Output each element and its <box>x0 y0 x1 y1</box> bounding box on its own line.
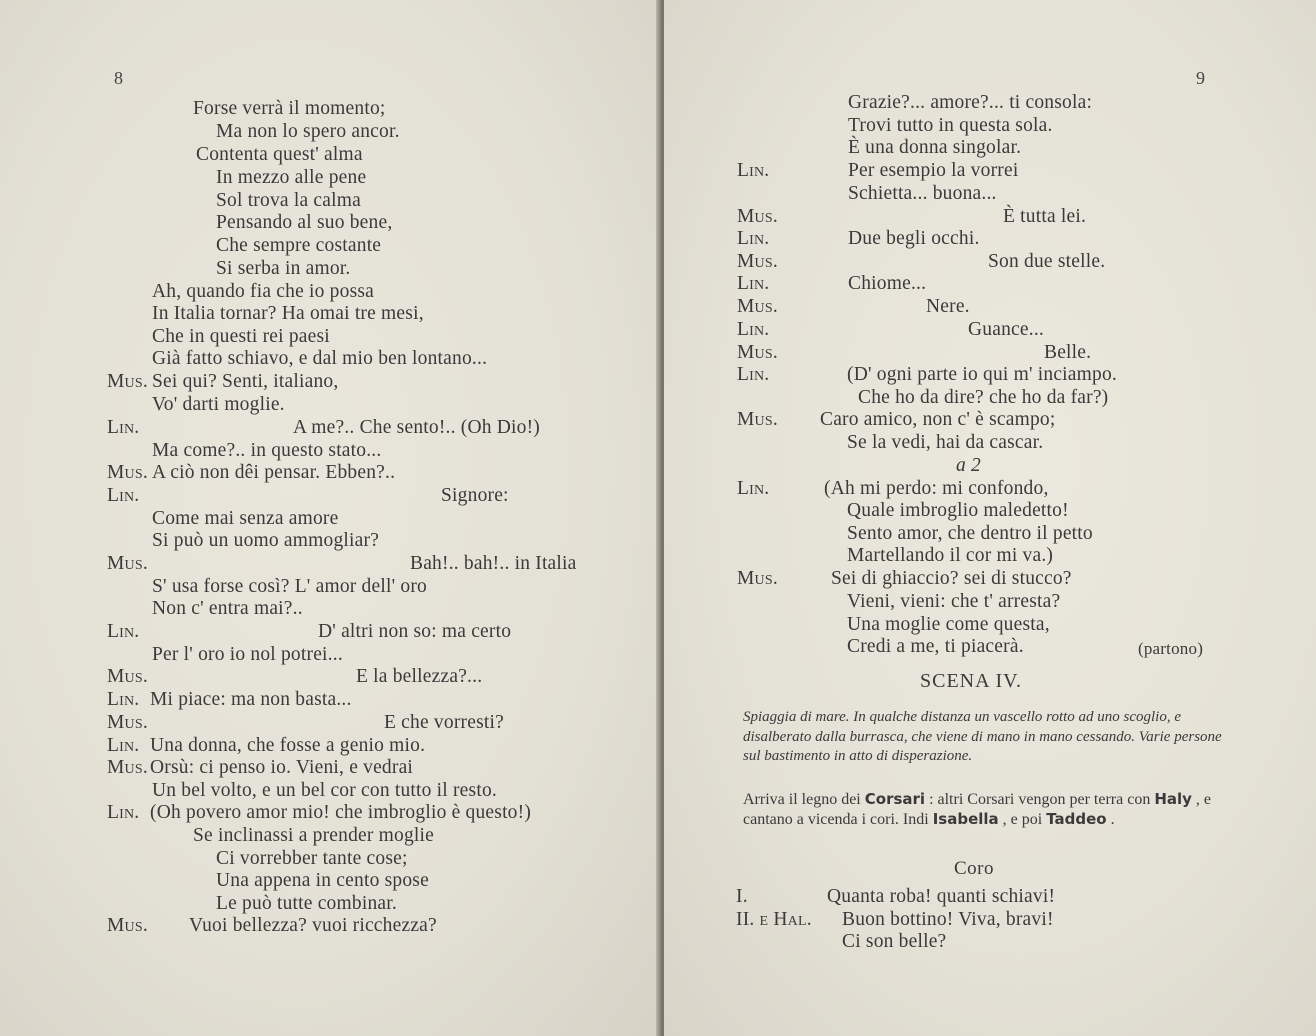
verse-line: Contenta quest' alma <box>196 144 363 165</box>
verse-line: Due begli occhi. <box>848 228 980 249</box>
verse-line: Schietta... buona... <box>848 183 997 204</box>
verse-line: Guance... <box>968 319 1044 340</box>
verse-line: (Ah mi perdo: mi confondo, <box>824 478 1049 499</box>
verse-line: Forse verrà il momento; <box>193 98 386 119</box>
verse-line: Pensando al suo bene, <box>216 212 393 233</box>
stage-direction: Spiaggia di mare. In qualche distanza un vascello rotto ad uno scoglio, e disalberato dalla burrasca, che viene di mano in mano cessando. Varie persone sul bastimento in atto di disperazione. <box>743 709 1222 764</box>
verse-line: Ah, quando fia che io possa <box>152 281 375 302</box>
coro-heading: Coro <box>954 858 994 879</box>
verse-line: In Italia tornar? Ha omai tre mesi, <box>152 303 424 324</box>
verse-line: Ci son belle? <box>842 931 947 952</box>
verse-line: Belle. <box>1044 342 1092 363</box>
speaker-label: Mus. <box>107 371 148 392</box>
verse-line: È tutta lei. <box>1003 206 1087 227</box>
arrival-paragraph <box>743 790 1223 829</box>
name-isabella: Isabella <box>932 809 999 828</box>
speaker-label: Mus. <box>107 462 148 483</box>
verse-line: Vuoi bellezza? vuoi ricchezza? <box>189 915 437 936</box>
verse-line: Ci vorrebber tante cose; <box>216 848 408 869</box>
speaker-label: Lin. <box>107 802 140 823</box>
verse-line: E che vorresti? <box>384 712 504 733</box>
a-due-marker: a 2 <box>956 455 981 476</box>
speaker-label: Mus. <box>107 712 148 733</box>
verse-line: Orsù: ci penso io. Vieni, e vedrai <box>150 757 414 778</box>
verse-line: Chiome... <box>848 273 927 294</box>
verse-line: E la bellezza?... <box>356 666 483 687</box>
speaker-label: Mus. <box>107 915 148 936</box>
arrival-text: . <box>1110 810 1115 828</box>
speaker-label: Lin. <box>107 485 140 506</box>
verse-line: Trovi tutto in questa sola. <box>848 115 1053 136</box>
verse-line: Buon bottino! Viva, bravi! <box>842 909 1054 930</box>
verse-line: Che sempre costante <box>216 235 382 256</box>
verse-line: Come mai senza amore <box>152 508 339 529</box>
verse-line: Sol trova la calma <box>216 190 361 211</box>
verse-line: Martellando il cor mi va.) <box>847 545 1054 566</box>
speaker-label: Lin. <box>107 621 140 642</box>
speaker-label: Mus. <box>737 296 778 317</box>
verse-line: Signore: <box>441 485 509 506</box>
verse-line: Sei qui? Senti, italiano, <box>152 371 339 392</box>
speaker-label: Lin. <box>737 273 770 294</box>
speaker-label: Lin. <box>107 735 140 756</box>
speaker-label: Lin. <box>737 228 770 249</box>
speaker-label: Lin. <box>737 160 770 181</box>
verse-line: Mi piace: ma non basta... <box>150 689 352 710</box>
speaker-label: Lin. <box>737 319 770 340</box>
speaker-label: II. e Hal. <box>736 909 812 930</box>
speaker-label: Mus. <box>737 568 778 589</box>
verse-line: Una moglie come questa, <box>847 614 1050 635</box>
verse-line: Vo' darti moglie. <box>152 394 285 415</box>
verse-line: Ma non lo spero ancor. <box>216 121 400 142</box>
arrival-text: : altri Corsari vengon per terra con <box>929 791 1151 808</box>
speaker-label: Mus. <box>107 553 148 574</box>
verse-line: Un bel volto, e un bel cor con tutto il resto. <box>152 780 497 801</box>
right-page <box>664 0 1316 1036</box>
verse-line: A me?.. Che sento!.. (Oh Dio!) <box>293 417 540 438</box>
speaker-label: I. <box>736 886 748 907</box>
verse-line: Una appena in cento spose <box>216 870 429 891</box>
verse-line: Si serba in amor. <box>216 258 351 279</box>
verse-line: Son due stelle. <box>988 251 1106 272</box>
stage-direction-exit: (partono) <box>1138 639 1204 658</box>
verse-line: Una donna, che fosse a genio mio. <box>150 735 426 756</box>
verse-line: Per l' oro io nol potrei... <box>152 644 343 665</box>
page-number: 9 <box>1196 68 1205 88</box>
verse-line: Per esempio la vorrei <box>848 160 1019 181</box>
speaker-label: Lin. <box>107 417 140 438</box>
verse-line: Vieni, vieni: che t' arresta? <box>847 591 1061 612</box>
scene-heading: SCENA IV. <box>920 670 1022 692</box>
verse-line: Non c' entra mai?.. <box>152 598 303 619</box>
verse-line: S' usa forse così? L' amor dell' oro <box>152 576 427 597</box>
verse-line: Sento amor, che dentro il petto <box>847 523 1093 544</box>
verse-line: Le può tutte combinar. <box>216 893 397 914</box>
verse-line: Quanta roba! quanti schiavi! <box>827 886 1056 907</box>
verse-line: Grazie?... amore?... ti consola: <box>848 92 1093 113</box>
speaker-label: Mus. <box>737 251 778 272</box>
verse-line: Sei di ghiaccio? sei di stucco? <box>831 568 1072 589</box>
speaker-label: Mus. <box>737 342 778 363</box>
verse-line: Se inclinassi a prender moglie <box>193 825 435 846</box>
verse-line: In mezzo alle pene <box>216 167 367 188</box>
verse-line: Ma come?.. in questo stato... <box>152 440 382 461</box>
arrival-text: Arriva il legno dei <box>743 791 861 808</box>
verse-line: Bah!.. bah!.. in Italia <box>410 553 577 574</box>
verse-line: Nere. <box>926 296 970 317</box>
speaker-label: Lin. <box>737 478 770 499</box>
verse-line: (Oh povero amor mio! che imbroglio è questo!) <box>150 802 532 823</box>
speaker-label: Lin. <box>737 364 770 385</box>
verse-line: (D' ogni parte io qui m' inciampo. <box>847 364 1117 385</box>
arrival-text: , e cantano a vicenda i cori. Indi <box>743 791 1212 828</box>
speaker-label: Mus. <box>737 206 778 227</box>
verse-line: Credi a me, ti piacerà. <box>847 636 1024 657</box>
speaker-label: Mus. <box>107 666 148 687</box>
verse-line: Caro amico, non c' è scampo; <box>820 409 1056 430</box>
verse-line: D' altri non so: ma certo <box>318 621 512 642</box>
arrival-text: , e poi <box>1002 810 1043 828</box>
speaker-label: Mus. <box>737 409 778 430</box>
name-corsari: Corsari <box>864 790 926 808</box>
verse-line: A ciò non dêi pensar. Ebben?.. <box>152 462 396 483</box>
name-taddeo: Taddeo <box>1046 809 1107 828</box>
speaker-label: Lin. <box>107 689 140 710</box>
verse-line: Che in questi rei paesi <box>152 326 330 347</box>
verse-line: Se la vedi, hai da cascar. <box>847 432 1044 453</box>
speaker-label: Mus. <box>107 757 148 778</box>
verse-line: È una donna singolar. <box>848 137 1022 158</box>
verse-line: Già fatto schiavo, e dal mio ben lontano... <box>152 348 488 369</box>
page-number: 8 <box>114 68 123 88</box>
verse-line: Si può un uomo ammogliar? <box>152 530 380 551</box>
verse-line: Quale imbroglio maledetto! <box>847 500 1069 521</box>
verse-line: Che ho da dire? che ho da far?) <box>858 387 1109 408</box>
name-haly: Haly <box>1154 790 1192 808</box>
